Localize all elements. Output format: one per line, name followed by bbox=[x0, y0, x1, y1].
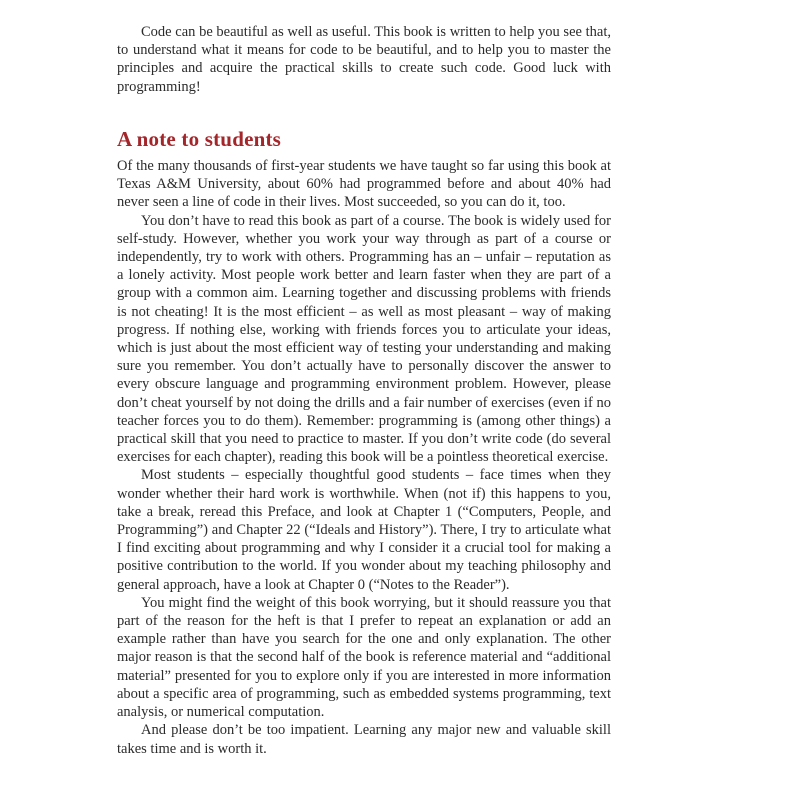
intro-section bbox=[117, 23, 611, 96]
section-body bbox=[117, 157, 611, 758]
body-paragraph-2: You don’t have to read this book as part of a course. The book is widely used for self-study. However, whether you work your way through as part of a course or independently, try to work with others. Programming has an – unfair – reputation as a lonely activity. Most people work better and learn faster when they are part of a group with a common aim. Learning together and discussing problems with friends is not cheating! It is the most efficient – as well as most pleasant – way of making progress. If nothing else, working with friends forces you to articulate your ideas, which is just about the most efficient way of testing your understanding and making sure you remember. You don’t actually have to personally discover the answer to every obscure language and programming environment problem. However, please don’t cheat yourself by not doing the drills and a fair number of exercises (even if no teacher forces you to do them). Remember: programming is (among other things) a practical skill that you need to practice to master. If you don’t write code (do several exercises for each chapter), reading this book will be a pointless theoretical exercise. bbox=[117, 212, 611, 466]
section-heading: A note to students bbox=[117, 127, 282, 151]
body-paragraph-1: Of the many thousands of first-year students we have taught so far using this book at Texas A&M University, about 60% had programmed before and about 40% had never seen a line of code in their lives. Most succeeded, so you can do it, too. bbox=[117, 158, 611, 211]
intro-paragraph: Code can be beautiful as well as useful. This book is written to help you see that, to understand what it means for code to be beautiful, and to help you to master the principles and acquire the practical skills to create such code. Good luck with programming! bbox=[117, 24, 611, 95]
body-paragraph-3: Most students – especially thoughtful good students – face times when they wonder whether their hard work is worthwhile. When (not if) this happens to you, take a break, reread this Preface, and look at Chapter 1 (“Computers, People, and Programming”) and Chapter 22 (“Ideals and History”). There, I try to articulate what I find exciting about programming and why I consider it a crucial tool for making a positive contribution to the world. If you wonder about my teaching philosophy and general approach, have a look at Chapter 0 (“Notes to the Reader”). bbox=[117, 467, 611, 593]
body-paragraph-4: You might find the weight of this book worrying, but it should reassure you that part of the reason for the heft is that I prefer to repeat an explanation or add an example rather than have you search for the one and only explanation. The other major reason is that the second half of the book is reference material and “additional material” presented for you to explore only if you are interested in more information about a specific area of programming, such as embedded systems programming, text analysis, or numerical computation. bbox=[117, 594, 611, 721]
body-paragraph-5: And please don’t be too impatient. Learning any major new and valuable skill takes time and is worth it. bbox=[117, 722, 611, 757]
